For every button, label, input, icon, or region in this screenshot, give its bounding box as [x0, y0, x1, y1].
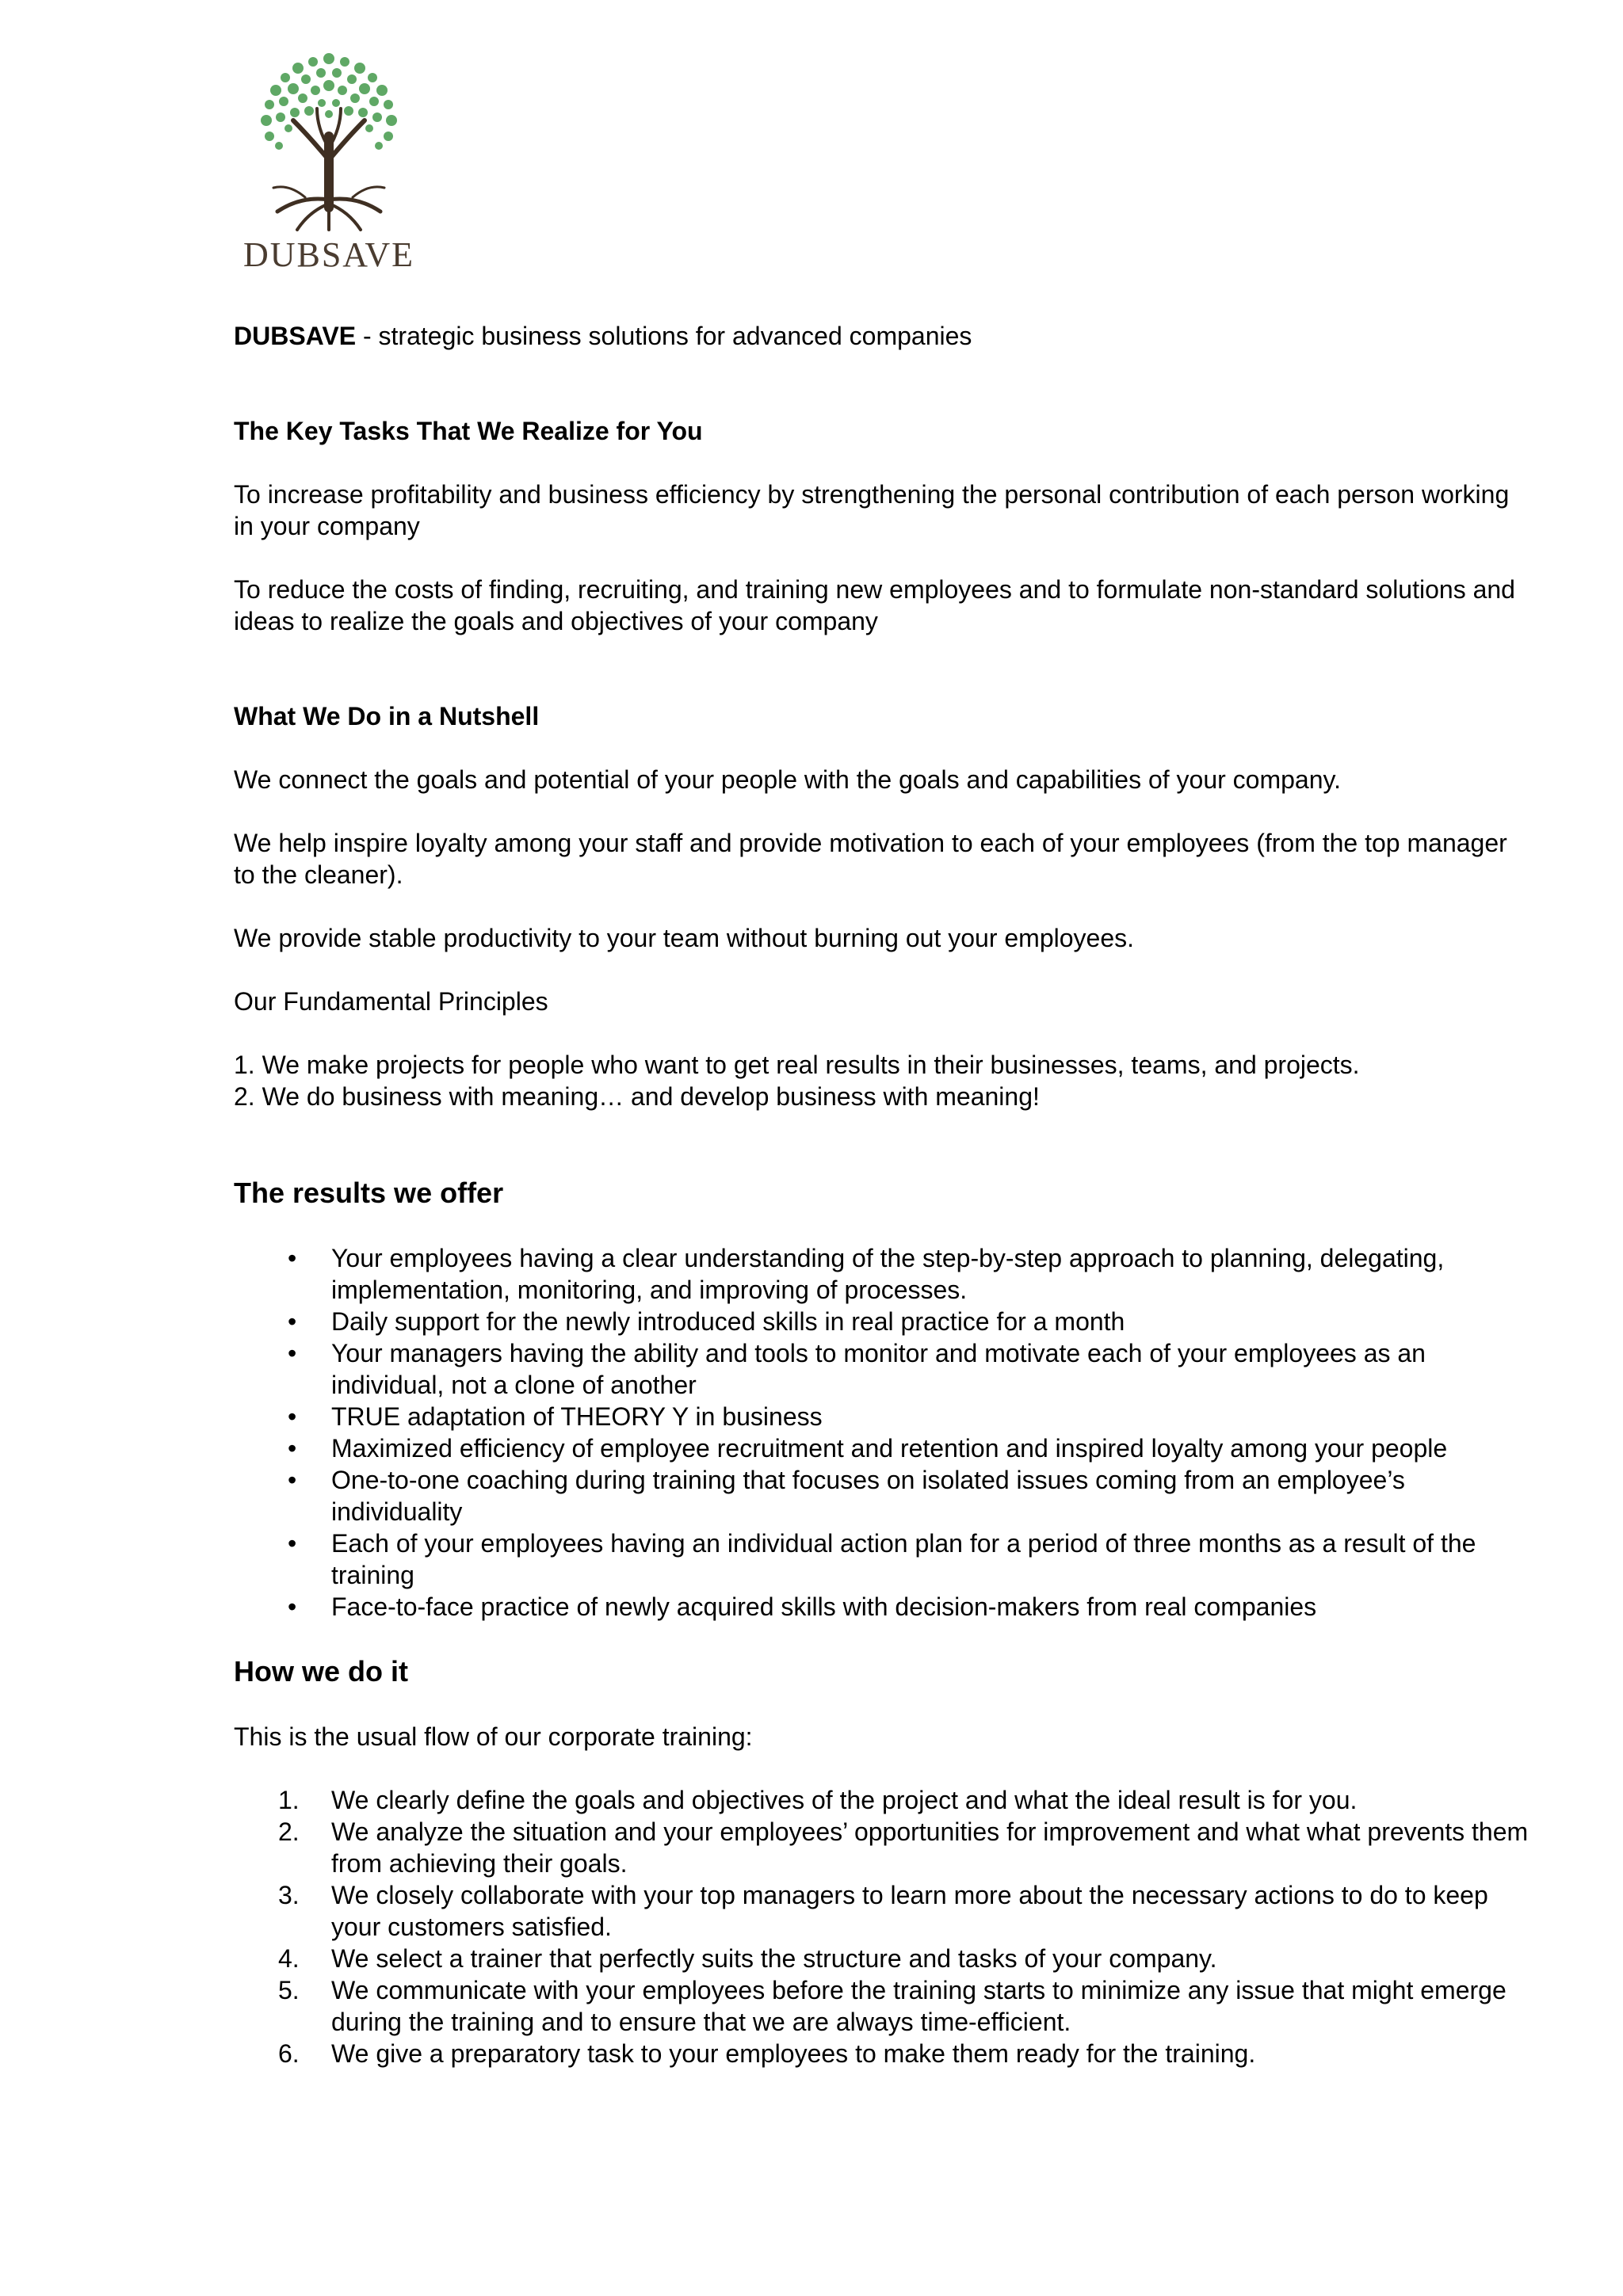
- list-item: [234, 1401, 1533, 1432]
- list-item: [234, 2038, 1533, 2069]
- how-intro: This is the usual flow of our corporate training:: [234, 1722, 753, 1751]
- company-logo: [230, 41, 428, 279]
- tagline: [234, 320, 1533, 352]
- list-item-text: Maximized efficiency of employee recruitment and retention and inspired loyalty among your people: [331, 1434, 1448, 1463]
- step-number: 5.: [278, 1976, 300, 2004]
- nutshell-heading: What We Do in a Nutshell: [234, 702, 540, 730]
- list-item-text: One-to-one coaching during training that focuses on isolated issues coming from an employee’s individuality: [331, 1466, 1405, 1526]
- list-item: [234, 1879, 1533, 1943]
- step-number: 1.: [278, 1786, 300, 1814]
- results-list: [234, 1242, 1533, 1623]
- nutshell-paragraph: We connect the goals and potential of your people with the goals and capabilities of your company.: [234, 765, 1342, 794]
- step-text: We select a trainer that perfectly suits the structure and tasks of your company.: [331, 1944, 1217, 1973]
- step-number: 2.: [278, 1817, 300, 1846]
- list-item: [234, 1974, 1533, 2038]
- list-item-text: TRUE adaptation of THEORY Y in business: [331, 1402, 823, 1431]
- principles-heading: Our Fundamental Principles: [234, 987, 548, 1016]
- bullet-icon: •: [288, 1592, 297, 1621]
- how-heading: How we do it: [234, 1655, 408, 1688]
- step-text: We analyze the situation and your employees’ opportunities for improvement and what what prevents them from achieving their goals.: [331, 1817, 1529, 1878]
- key-tasks-heading: The Key Tasks That We Realize for You: [234, 417, 703, 445]
- document-body: [234, 320, 1533, 2069]
- principle-item: 2. We do business with meaning… and develop business with meaning!: [234, 1082, 1040, 1111]
- list-item-text: Each of your employees having an individual action plan for a period of three months as a result of the training: [331, 1529, 1476, 1589]
- list-item: [234, 1527, 1533, 1591]
- list-item: [234, 1816, 1533, 1879]
- step-text: We communicate with your employees before the training starts to minimize any issue that might emerge during the training and to ensure that we are always time-efficient.: [331, 1976, 1507, 2036]
- list-item-text: Your managers having the ability and tools to monitor and motivate each of your employees as an individual, not a clone of another: [331, 1339, 1426, 1399]
- nutshell-paragraph: We provide stable productivity to your team without burning out your employees.: [234, 924, 1134, 952]
- bullet-icon: •: [288, 1244, 297, 1272]
- bullet-icon: •: [288, 1402, 297, 1431]
- results-heading: The results we offer: [234, 1177, 504, 1209]
- training-flow-list: [234, 1784, 1533, 2069]
- tagline-text: - strategic business solutions for advanced companies: [356, 322, 972, 350]
- list-item-text: Your employees having a clear understanding of the step-by-step approach to planning, delegating, implementation, monitoring, and improving of processes.: [331, 1244, 1445, 1304]
- key-tasks-paragraph: To reduce the costs of finding, recruiting, and training new employees and to formulate non-standard solutions and ideas to realize the goals and objectives of your company: [234, 575, 1515, 635]
- principle-item: 1. We make projects for people who want to get real results in their businesses, teams, and projects.: [234, 1051, 1360, 1079]
- list-item: [234, 1432, 1533, 1464]
- bullet-icon: •: [288, 1529, 297, 1558]
- list-item: [234, 1242, 1533, 1306]
- step-text: We clearly define the goals and objectives of the project and what the ideal result is for you.: [331, 1786, 1358, 1814]
- list-item: [234, 1943, 1533, 1974]
- list-item: [234, 1306, 1533, 1337]
- list-item-text: Daily support for the newly introduced skills in real practice for a month: [331, 1307, 1125, 1336]
- bullet-icon: •: [288, 1466, 297, 1494]
- list-item: [234, 1464, 1533, 1527]
- key-tasks-paragraph: To increase profitability and business efficiency by strengthening the personal contribution of each person working in your company: [234, 480, 1510, 540]
- logo-wordmark: DUBSAVE: [242, 235, 415, 274]
- step-number: 3.: [278, 1881, 300, 1909]
- tagline-brand: DUBSAVE: [234, 322, 357, 350]
- step-number: 6.: [278, 2039, 300, 2068]
- step-text: We closely collaborate with your top managers to learn more about the necessary actions to do to keep your customers satisfied.: [331, 1881, 1488, 1941]
- list-item: [234, 1591, 1533, 1623]
- bullet-icon: •: [288, 1434, 297, 1463]
- tree-icon: [230, 41, 428, 231]
- bullet-icon: •: [288, 1307, 297, 1336]
- bullet-icon: •: [288, 1339, 297, 1367]
- nutshell-paragraph: We help inspire loyalty among your staff and provide motivation to each of your employees (from the top manager to the cleaner).: [234, 829, 1507, 889]
- step-text: We give a preparatory task to your employees to make them ready for the training.: [331, 2039, 1256, 2068]
- step-number: 4.: [278, 1944, 300, 1973]
- list-item: [234, 1784, 1533, 1816]
- list-item: [234, 1337, 1533, 1401]
- list-item-text: Face-to-face practice of newly acquired skills with decision-makers from real companies: [331, 1592, 1317, 1621]
